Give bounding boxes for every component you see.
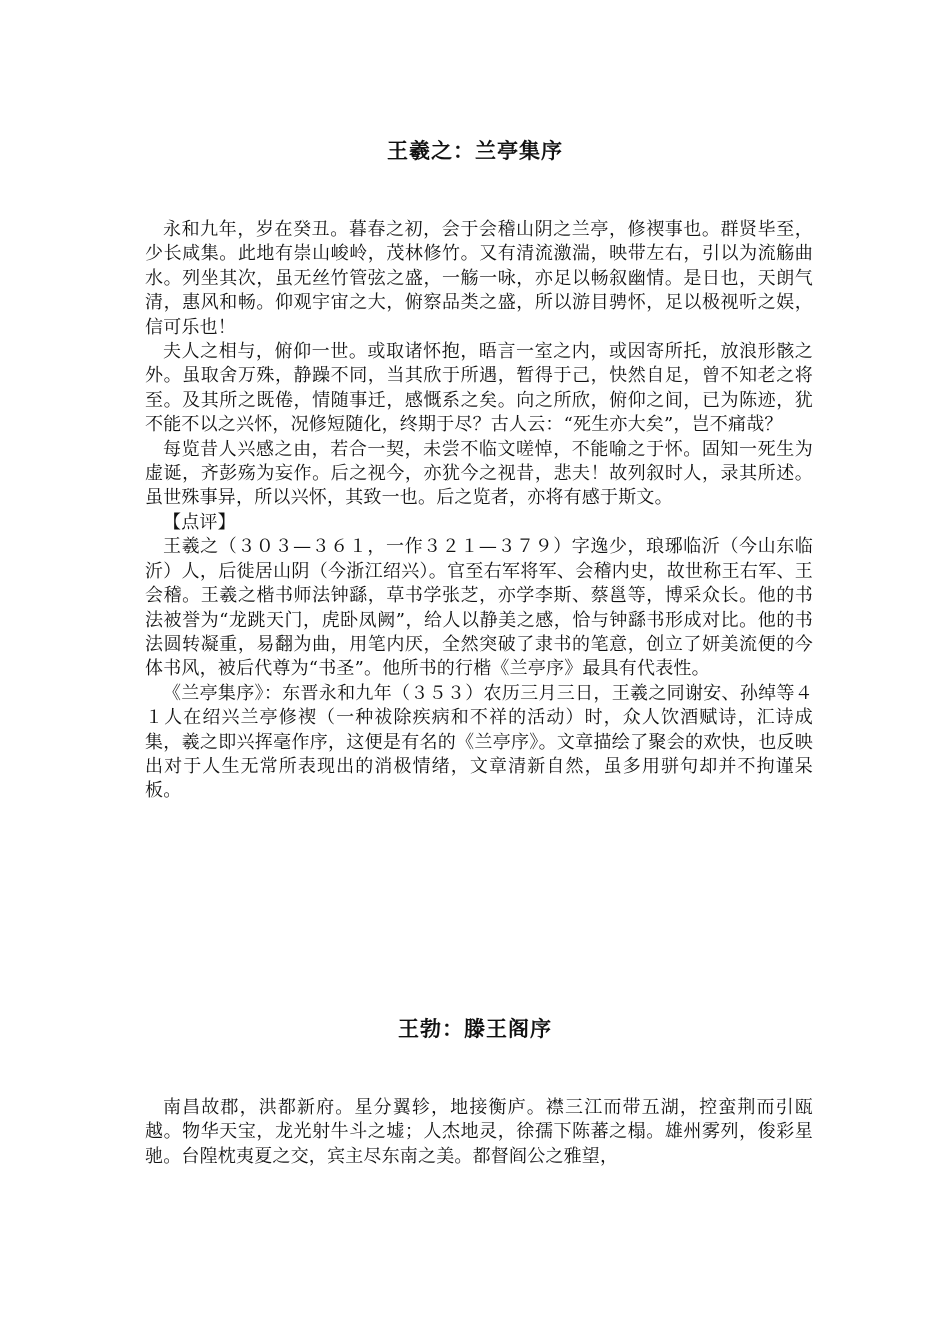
- section-body-tengwang: [145, 1096, 813, 1169]
- body-paragraph: 每览昔人兴感之由，若合一契，未尝不临文嗟悼，不能喻之于怀。固知一死生为虚诞，齐彭殇为妄作。后之视今，亦犹今之视昔，悲夫！故列叙时人，录其所述。虽世殊事异，所以兴怀，其致一也。后之览者，亦将有感于斯文。: [145, 438, 813, 509]
- commentary-heading: 【点评】: [163, 511, 236, 533]
- section-title-tengwang: 王勃：滕王阁序: [398, 1016, 552, 1041]
- body-paragraph: 夫人之相与，俯仰一世。或取诸怀抱，晤言一室之内，或因寄所托，放浪形骸之外。虽取舍万殊，静躁不同，当其欣于所遇，暂得于己，快然自足，曾不知老之将至。及其所之既倦，情随事迁，感慨系之矣。向之所欣，俯仰之间，已为陈迹，犹不能不以之兴怀，况修短随化，终期于尽？古人云：“死生亦大矣”，岂不痛哉？: [145, 341, 813, 436]
- commentary-paragraph: 王羲之（３０３—３６１，一作３２１—３７９）字逸少，琅琊临沂（今山东临沂）人，后徙居山阴（今浙江绍兴）。官至右军将军、会稽内史，故世称王右军、王会稽。王羲之楷书师法钟繇，草书学张芝，亦学李斯、蔡邕等，博采众长。他的书法被誉为“龙跳天门，虎卧凤阙”，给人以静美之感，恰与钟繇书形成对比。他的书法圆转凝重，易翻为曲，用笔内厌，全然突破了隶书的笔意，创立了妍美流便的今体书风，被后代尊为“书圣”。他所书的行楷《兰亭序》最具有代表性。: [145, 536, 813, 680]
- section-title-lanting: 王羲之：兰亭集序: [387, 138, 563, 163]
- body-paragraph: 南昌故郡，洪都新府。星分翼轸，地接衡庐。襟三江而带五湖，控蛮荆而引瓯越。物华天宝，龙光射牛斗之墟；人杰地灵，徐孺下陈蕃之榻。雄州雾列，俊彩星驰。台隍枕夷夏之交，宾主尽东南之美。都督阎公之雅望，: [145, 1097, 813, 1167]
- commentary-paragraph: 《兰亭集序》：东晋永和九年（３５３）农历三月三日，王羲之同谢安、孙绰等４１人在绍兴兰亭修禊（一种祓除疾病和不祥的活动）时，众人饮酒赋诗，汇诗成集，羲之即兴挥毫作序，这便是有名的《兰亭序》。文章描绘了聚会的欢快，也反映出对于人生无常所表现出的消极情绪，文章清新自然，虽多用骈句却并不拘谨呆板。: [145, 682, 813, 802]
- body-paragraph: 永和九年，岁在癸丑。暮春之初，会于会稽山阴之兰亭，修禊事也。群贤毕至，少长咸集。此地有崇山峻岭，茂林修竹。又有清流激湍，映带左右，引以为流觞曲水。列坐其次，虽无丝竹管弦之盛，一觞一咏，亦足以畅叙幽情。是日也，天朗气清，惠风和畅。仰观宇宙之大，俯察品类之盛，所以游目骋怀，足以极视听之娱，信可乐也！: [145, 219, 813, 338]
- section-body-lanting: [145, 218, 813, 804]
